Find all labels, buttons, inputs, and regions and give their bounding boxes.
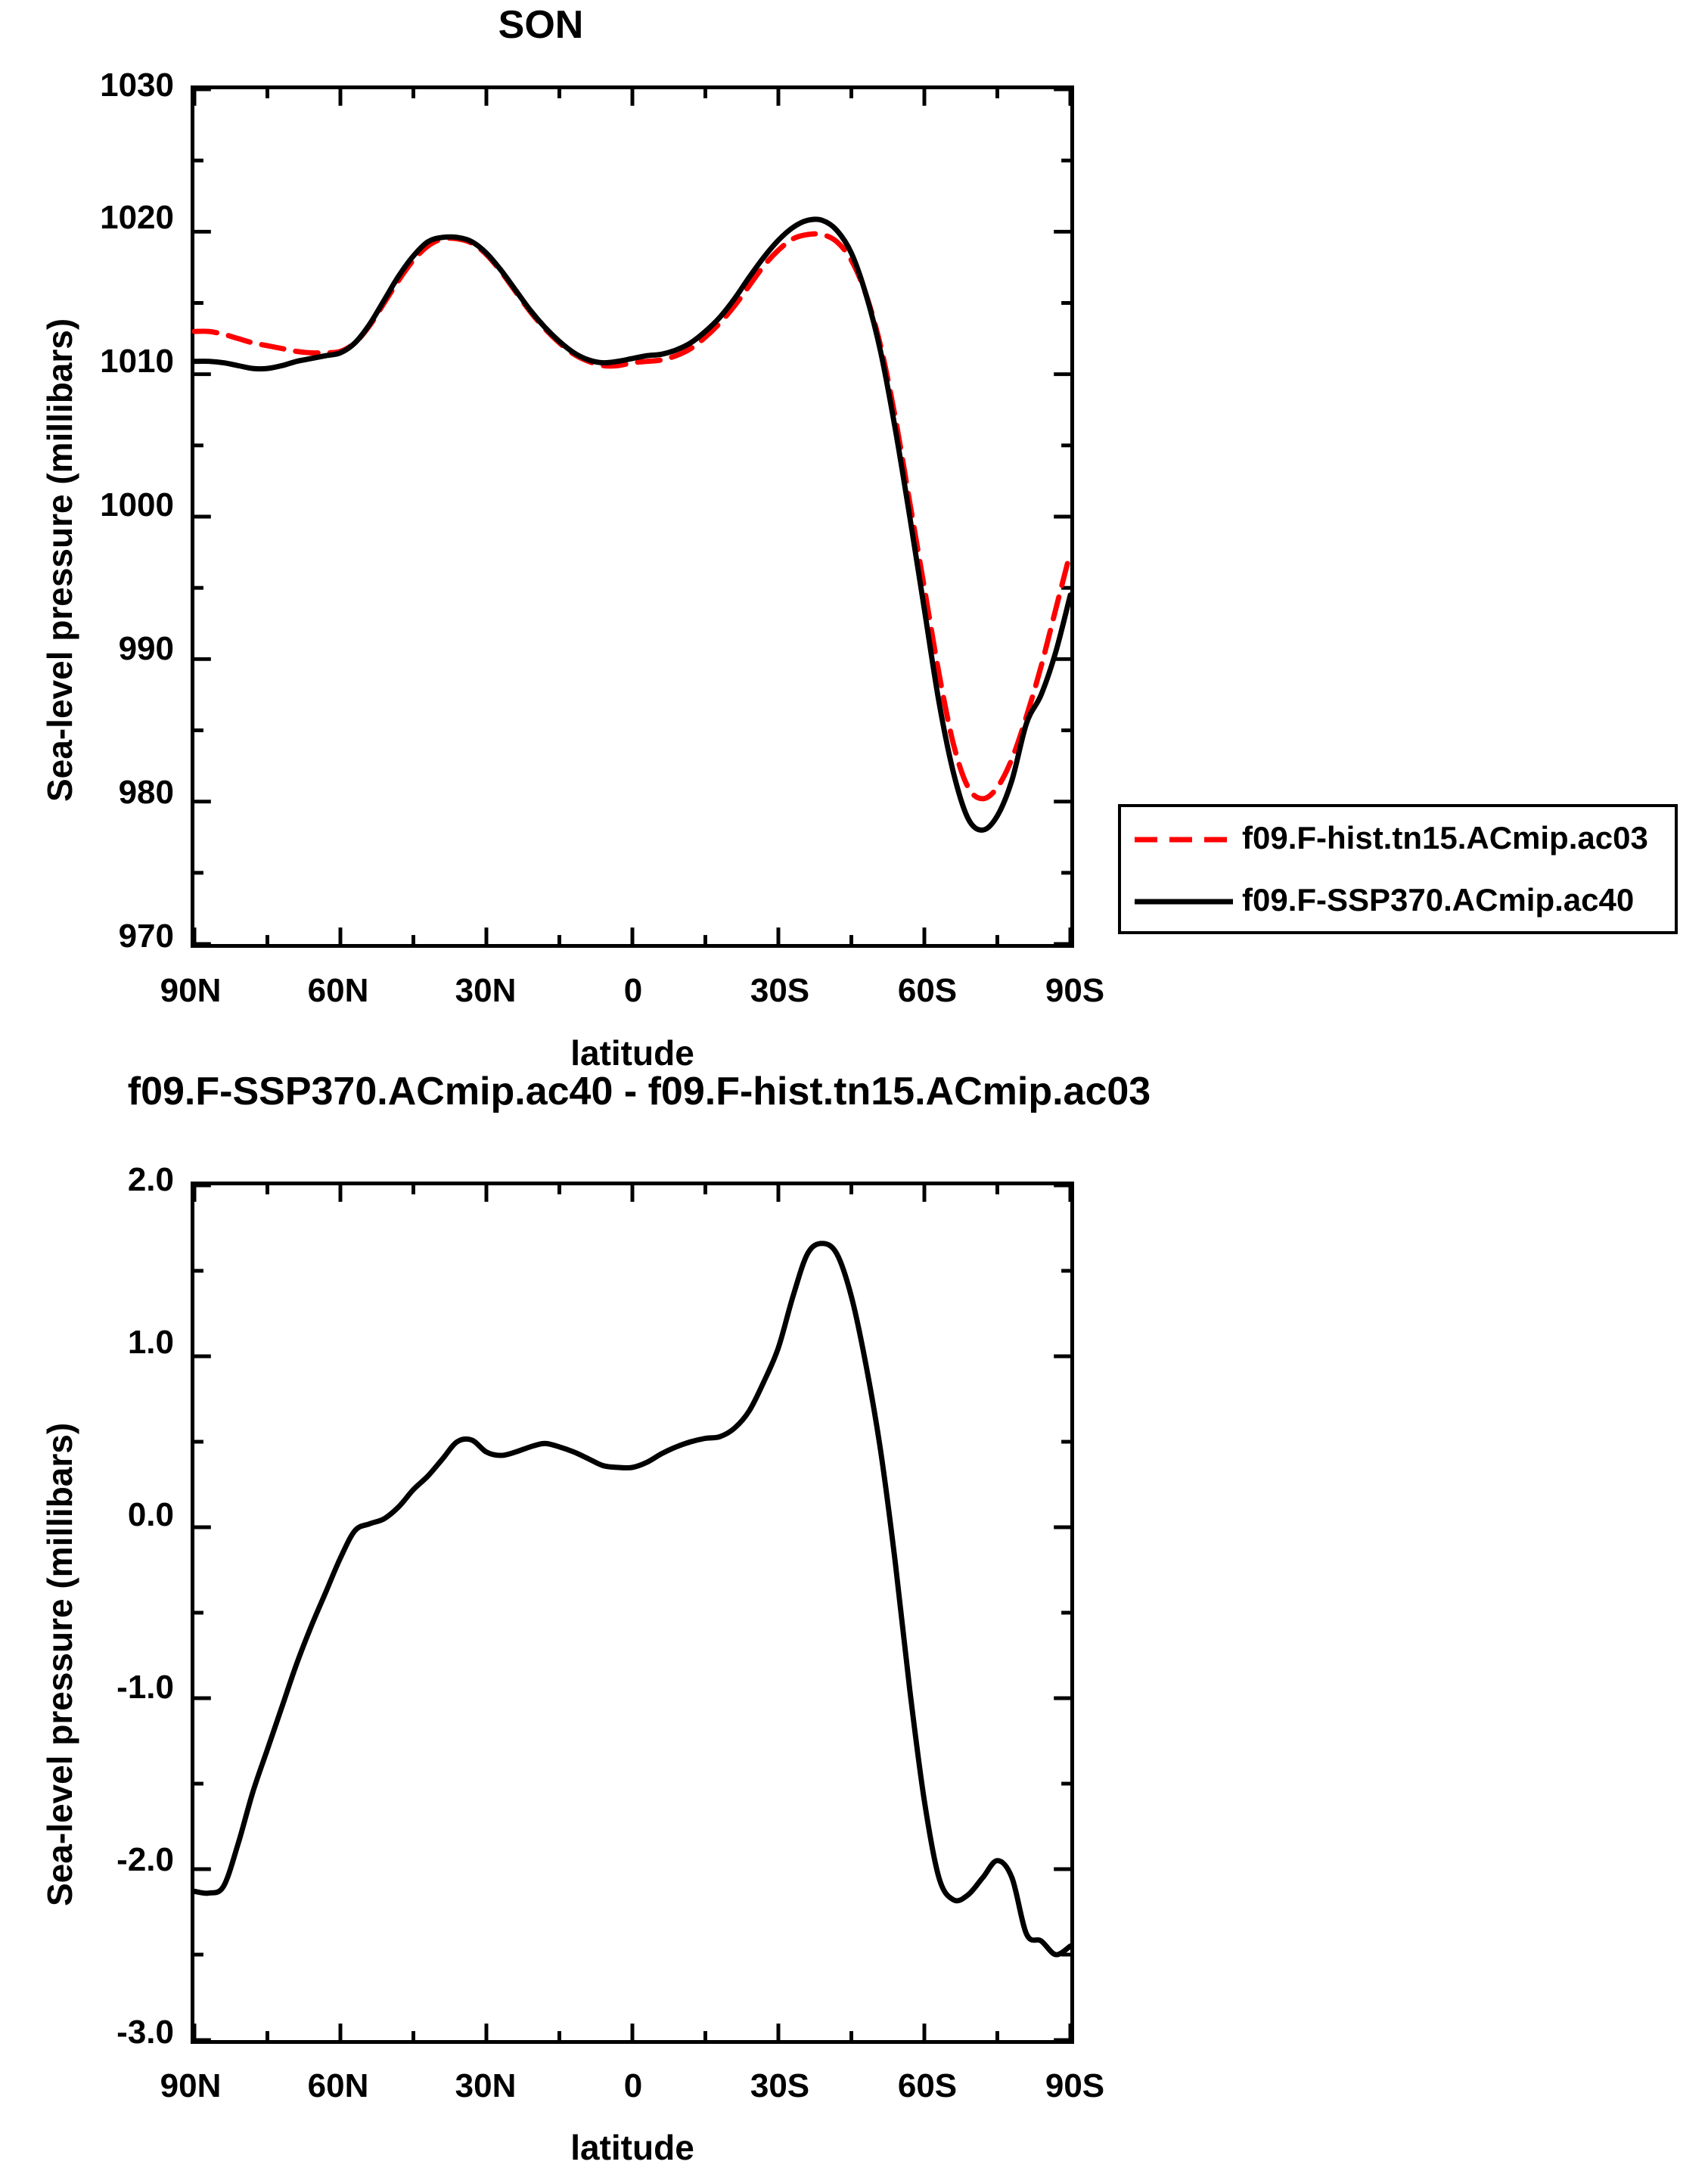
legend-entry-1 [1121,869,1675,934]
legend-label-0: f09.F-hist.tn15.ACmip.ac03 [1242,820,1648,856]
top-x-axis-title: latitude [570,1033,694,1073]
bottom-ytick-0: 0.0 [127,1496,174,1533]
legend-box [1118,804,1678,934]
bottom-ytick-neg3: -3.0 [116,2014,174,2051]
bottom-xtick-0: 0 [623,2067,643,2104]
bottom-ytick-2: 2.0 [127,1161,174,1198]
bottom-y-axis-title: Sea-level pressure (millibars) [40,1422,79,1906]
bottom-xtick-90N: 90N [160,2067,222,2104]
legend-entry-0 [1121,807,1675,872]
top-ytick-1020: 1020 [100,199,174,236]
legend-swatch-dashed-red [1135,836,1233,843]
top-chart-title: SON [498,3,584,47]
bottom-xtick-60S: 60S [897,2067,958,2104]
top-y-axis-title: Sea-level pressure (millibars) [40,318,79,802]
top-ytick-990: 990 [118,630,174,667]
bottom-ytick-neg1: -1.0 [116,1669,174,1706]
top-xtick-30S: 30S [750,972,810,1009]
top-ytick-1010: 1010 [100,343,174,380]
bottom-chart-title: f09.F-SSP370.ACmip.ac40 - f09.F-hist.tn15.ACmip.ac03 [127,1070,1151,1113]
bottom-plot-lines [194,1185,1070,2040]
bottom-xtick-60N: 60N [307,2067,369,2104]
top-ytick-1030: 1030 [100,67,174,104]
top-ytick-970: 970 [118,918,174,955]
top-plot-area [191,85,1074,948]
bottom-ytick-1: 1.0 [127,1324,174,1361]
top-ytick-1000: 1000 [100,486,174,523]
legend-label-1: f09.F-SSP370.ACmip.ac40 [1242,882,1635,918]
bottom-ytick-neg2: -2.0 [116,1841,174,1878]
top-plot-lines [194,89,1070,944]
bottom-xtick-30N: 30N [455,2067,517,2104]
bottom-x-axis-title: latitude [570,2128,694,2167]
top-xtick-90N: 90N [160,972,222,1009]
legend-swatch-solid-black [1135,898,1233,905]
top-xtick-30N: 30N [455,972,517,1009]
bottom-xtick-90S: 90S [1045,2067,1105,2104]
top-xtick-60S: 60S [897,972,958,1009]
top-xtick-0: 0 [623,972,643,1009]
top-xtick-60N: 60N [307,972,369,1009]
top-ytick-980: 980 [118,774,174,811]
bottom-xtick-30S: 30S [750,2067,810,2104]
top-xtick-90S: 90S [1045,972,1105,1009]
bottom-plot-area [191,1182,1074,2044]
